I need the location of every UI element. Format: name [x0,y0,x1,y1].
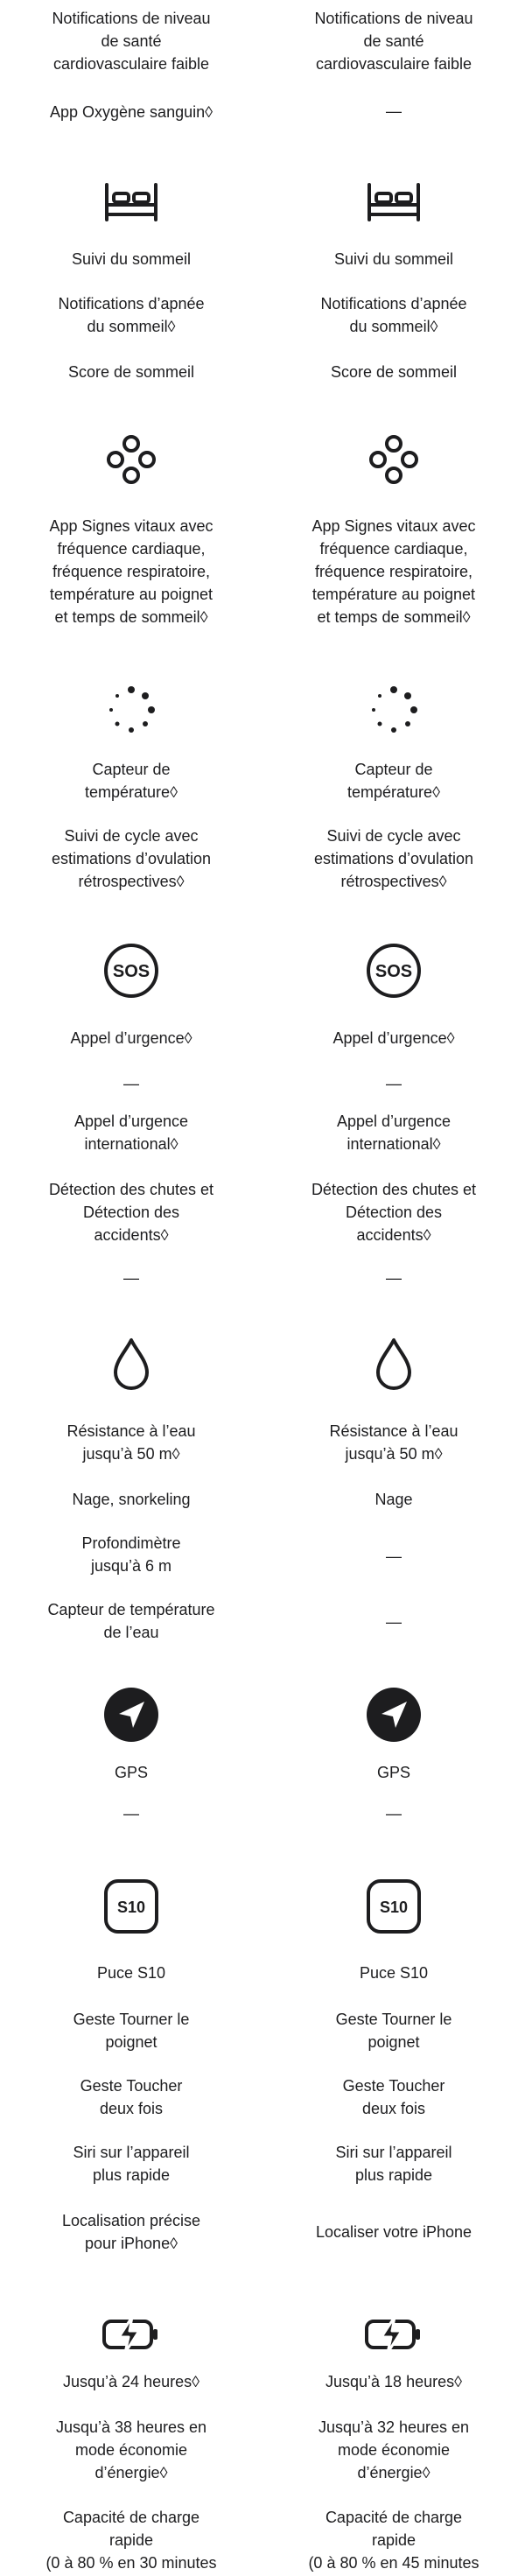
feature-blood-oxygen-app: App Oxygène sanguin◊ [49,103,214,121]
svg-text:SOS: SOS [374,962,413,981]
svg-text:SOS: SOS [112,962,150,981]
feature-swimming: Nage, snorkeling [72,1491,191,1508]
feature-blood-oxygen-app: — [386,102,402,120]
water-drop-icon [364,1335,424,1394]
feature-fast-charging: Capacité de charge rapide (0 à 80 % en 30 minutes [46,2509,217,2572]
feature-battery-life: Jusqu’à 24 heures◊ [63,2373,200,2390]
feature-gps: GPS [114,1764,148,1781]
feature-wrist-flick: Geste Tourner le poignet [73,2011,190,2051]
feature-sleep-score: Score de sommeil [330,363,458,381]
chip-icon [364,1877,424,1936]
vitals-icon [102,430,161,489]
feature-placeholder-dash: — [386,1805,402,1822]
feature-sleep-tracking: Suivi du sommeil [71,250,192,268]
feature-on-device-siri: Siri sur l’appareil plus rapide [335,2144,452,2184]
temperature-sensor-icon [102,681,161,741]
feature-sleep-apnea: Notifications d’apnée du sommeil◊ [58,295,205,335]
feature-iphone-finding: Localisation précise pour iPhone◊ [61,2212,201,2252]
feature-water-temperature: Capteur de température de l’eau [47,1601,215,1641]
feature-fall-crash-detection: Détection des chutes et Détection des accidents◊ [48,1181,214,1244]
feature-placeholder-dash: — [123,1075,139,1092]
location-arrow-icon [102,1685,161,1744]
feature-fast-charging: Capacité de charge rapide (0 à 80 % en 45 minutes [308,2509,480,2572]
feature-temperature-sensor: Capteur de température◊ [85,761,178,801]
feature-swimming: Nage [374,1491,413,1508]
feature-sleep-apnea: Notifications d’apnée du sommeil◊ [320,295,467,335]
sos-icon [364,941,424,1000]
feature-placeholder-dash: — [386,1075,402,1092]
feature-water-temperature: — [386,1613,402,1631]
battery-charging-icon [102,2304,161,2363]
feature-water-resistance: Résistance à l’eau jusqu’à 50 m◊ [66,1422,196,1463]
feature-emergency-call: Appel d’urgence◊ [332,1029,455,1047]
feature-water-resistance: Résistance à l’eau jusqu’à 50 m◊ [329,1422,458,1463]
water-drop-icon [102,1335,161,1394]
feature-placeholder-dash: — [123,1805,139,1822]
feature-placeholder-dash: — [386,1269,402,1287]
feature-fall-crash-detection: Détection des chutes et Détection des accidents◊ [311,1181,477,1244]
feature-cycle-tracking: Suivi de cycle avec estimations d’ovulation rétrospectives◊ [51,827,212,890]
feature-depth-gauge: Profondimètre jusqu’à 6 m [81,1534,181,1575]
bed-icon [102,172,161,231]
feature-international-emergency: Appel d’urgence international◊ [74,1113,189,1153]
sos-icon [102,941,161,1000]
feature-international-emergency: Appel d’urgence international◊ [336,1113,452,1153]
feature-sleep-tracking: Suivi du sommeil [333,250,454,268]
feature-temperature-sensor: Capteur de température◊ [347,761,440,801]
feature-on-device-siri: Siri sur l’appareil plus rapide [73,2144,190,2184]
feature-wrist-flick: Geste Tourner le poignet [335,2011,452,2051]
feature-double-tap: Geste Toucher deux fois [80,2077,183,2117]
bed-icon [364,172,424,231]
feature-low-cardio-notifications: Notifications de niveau de santé cardiovasculaire faible [52,10,211,73]
feature-low-cardio-notifications: Notifications de niveau de santé cardiovasculaire faible [314,10,473,73]
svg-text:S10: S10 [116,1899,146,1916]
feature-chip: Puce S10 [359,1964,429,1982]
feature-chip: Puce S10 [96,1964,166,1982]
feature-gps: GPS [376,1764,410,1781]
feature-sleep-score: Score de sommeil [67,363,195,381]
vitals-icon [364,430,424,489]
battery-charging-icon [364,2304,424,2363]
feature-placeholder-dash: — [123,1269,139,1287]
feature-battery-life: Jusqu’à 18 heures◊ [326,2373,462,2390]
location-arrow-icon [364,1685,424,1744]
chip-icon [102,1877,161,1936]
svg-text:S10: S10 [379,1899,409,1916]
feature-depth-gauge: — [386,1548,402,1565]
feature-emergency-call: Appel d’urgence◊ [70,1029,192,1047]
feature-vitals-app: App Signes vitaux avec fréquence cardiaque, fréquence respiratoire, température au poignet et temps de sommeil◊ [312,517,476,626]
feature-vitals-app: App Signes vitaux avec fréquence cardiaque, fréquence respiratoire, température au poignet et temps de sommeil◊ [49,517,214,626]
feature-double-tap: Geste Toucher deux fois [342,2077,445,2117]
feature-iphone-finding: Localiser votre iPhone [315,2223,472,2241]
feature-cycle-tracking: Suivi de cycle avec estimations d’ovulation rétrospectives◊ [313,827,474,890]
feature-low-power-battery: Jusqu’à 38 heures en mode économie d’énergie◊ [55,2418,207,2481]
temperature-sensor-icon [364,681,424,741]
feature-low-power-battery: Jusqu’à 32 heures en mode économie d’énergie◊ [318,2418,470,2481]
